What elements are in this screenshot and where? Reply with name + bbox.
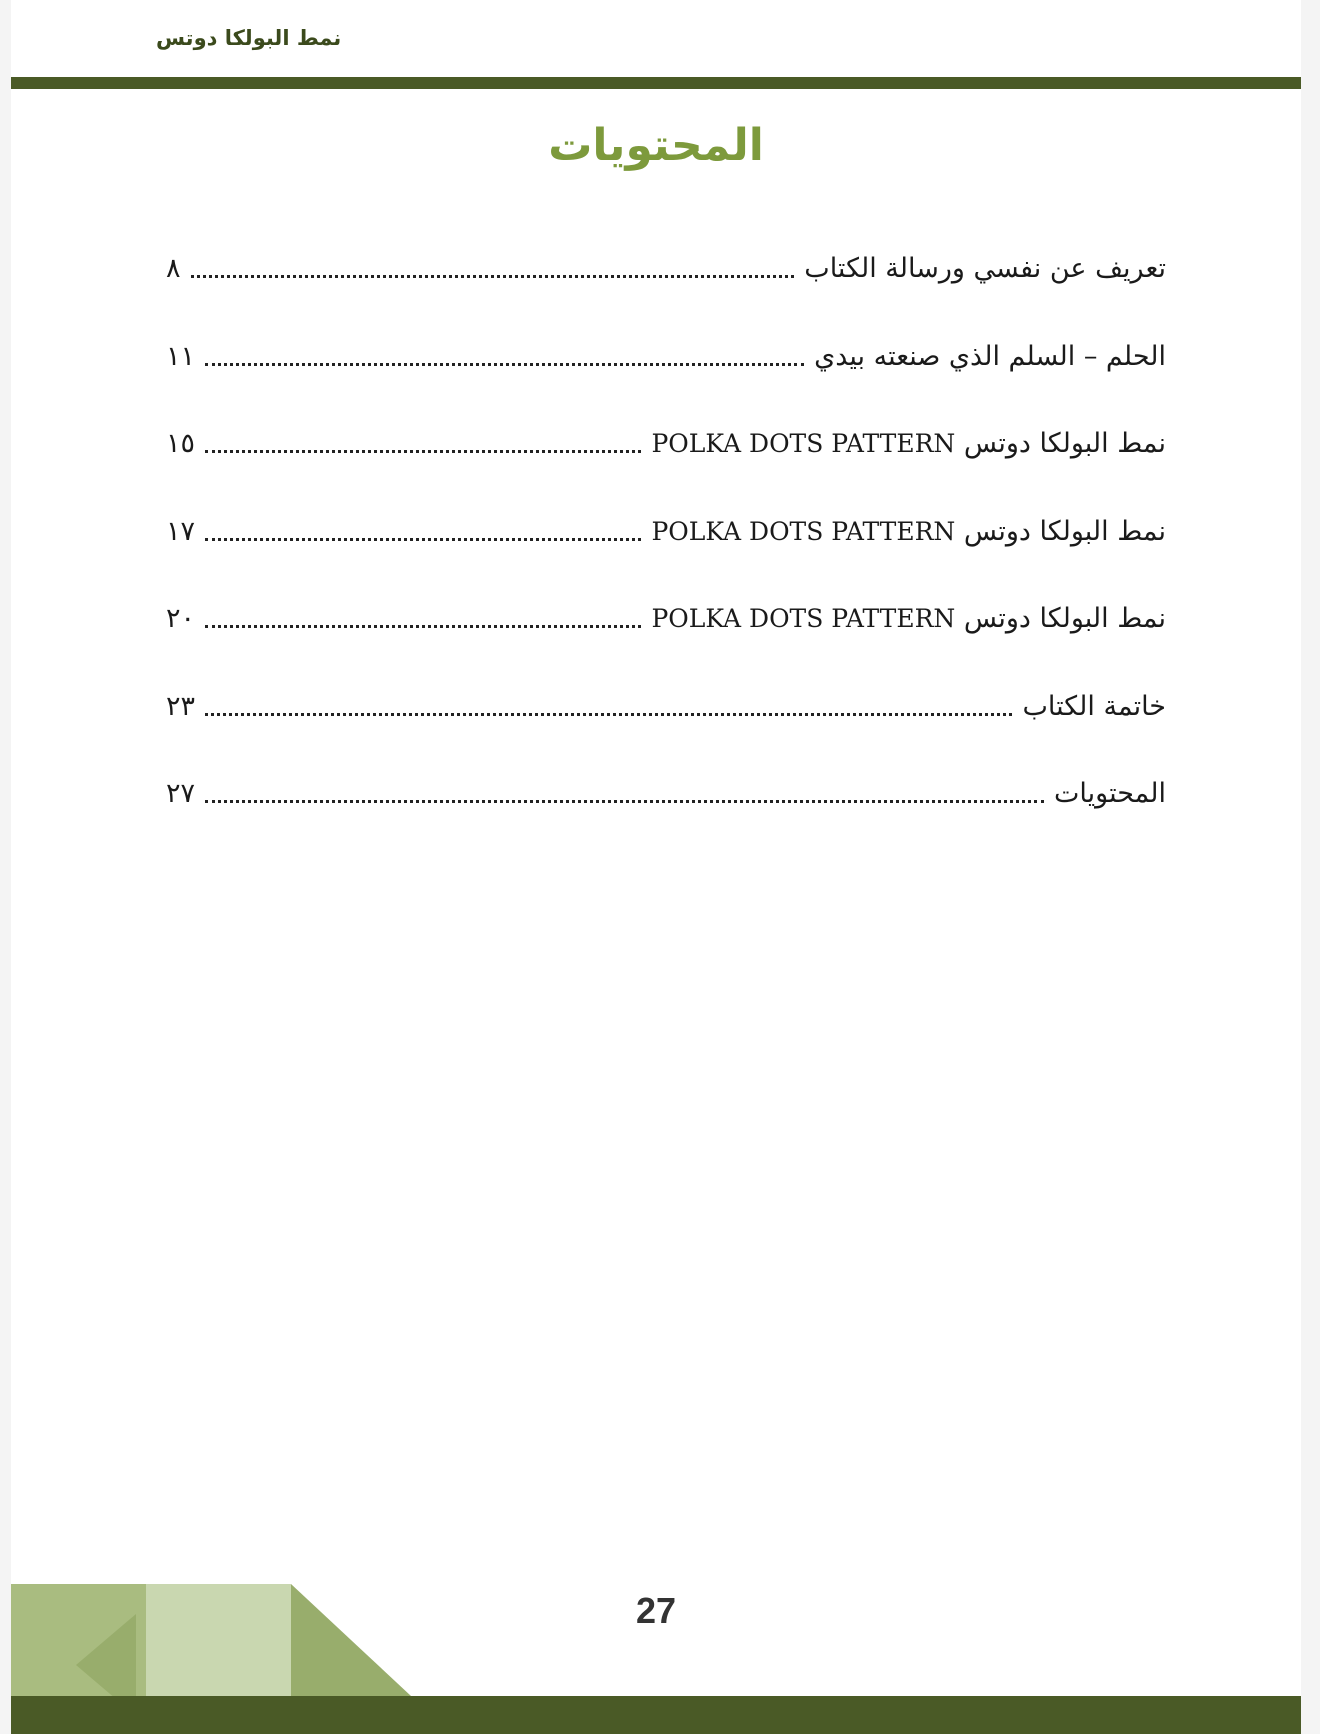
page-number: 27 bbox=[635, 1590, 677, 1631]
toc-entry-label: تعريف عن نفسي ورسالة الكتاب bbox=[804, 253, 1166, 285]
dot-leader bbox=[205, 800, 1044, 803]
dot-leader bbox=[205, 450, 641, 453]
footer-rule bbox=[11, 1696, 1301, 1734]
toc-entry-latin: POLKA DOTS PATTERN bbox=[651, 604, 956, 634]
dot-leader bbox=[205, 713, 1012, 716]
running-header-title: نمط البولكا دوتس bbox=[156, 26, 342, 50]
toc-entry-page: ٢٧ bbox=[166, 778, 196, 810]
toc-entry-latin: POLKA DOTS PATTERN bbox=[651, 516, 956, 546]
toc-entry-page: ٨ bbox=[166, 253, 181, 285]
toc-entry-label: المحتويات bbox=[1053, 778, 1166, 810]
toc-entry[interactable] bbox=[166, 575, 1166, 663]
toc-entry[interactable] bbox=[166, 663, 1166, 751]
toc-entry[interactable] bbox=[166, 750, 1166, 838]
dot-leader bbox=[205, 538, 641, 541]
document-page bbox=[11, 0, 1301, 1734]
toc-entry-page: ٢٣ bbox=[166, 690, 196, 722]
toc-entry-label: خاتمة الكتاب bbox=[1022, 690, 1166, 722]
header-rule bbox=[11, 77, 1301, 89]
toc-entry-label: نمط البولكا دوتس POLKA DOTS PATTERN bbox=[651, 428, 1166, 460]
toc-entry-page: ٢٠ bbox=[166, 603, 196, 635]
toc-entry-label: نمط البولكا دوتس POLKA DOTS PATTERN bbox=[651, 515, 1166, 547]
table-of-contents bbox=[166, 225, 1166, 838]
toc-entry-label: نمط البولكا دوتس POLKA DOTS PATTERN bbox=[651, 603, 1166, 635]
toc-entry[interactable] bbox=[166, 400, 1166, 488]
toc-title: المحتويات bbox=[548, 120, 764, 171]
toc-entry[interactable] bbox=[166, 313, 1166, 401]
toc-entry[interactable] bbox=[166, 225, 1166, 313]
dot-leader bbox=[191, 275, 795, 278]
dot-leader bbox=[205, 625, 641, 628]
toc-entry-page: ١١ bbox=[166, 340, 196, 372]
toc-entry-page: ١٥ bbox=[166, 428, 196, 460]
toc-entry[interactable] bbox=[166, 488, 1166, 576]
toc-entry-latin: POLKA DOTS PATTERN bbox=[651, 429, 956, 459]
toc-entry-label: الحلم – السلم الذي صنعته بيدي bbox=[814, 340, 1166, 372]
toc-entry-page: ١٧ bbox=[166, 515, 196, 547]
dot-leader bbox=[205, 363, 804, 366]
